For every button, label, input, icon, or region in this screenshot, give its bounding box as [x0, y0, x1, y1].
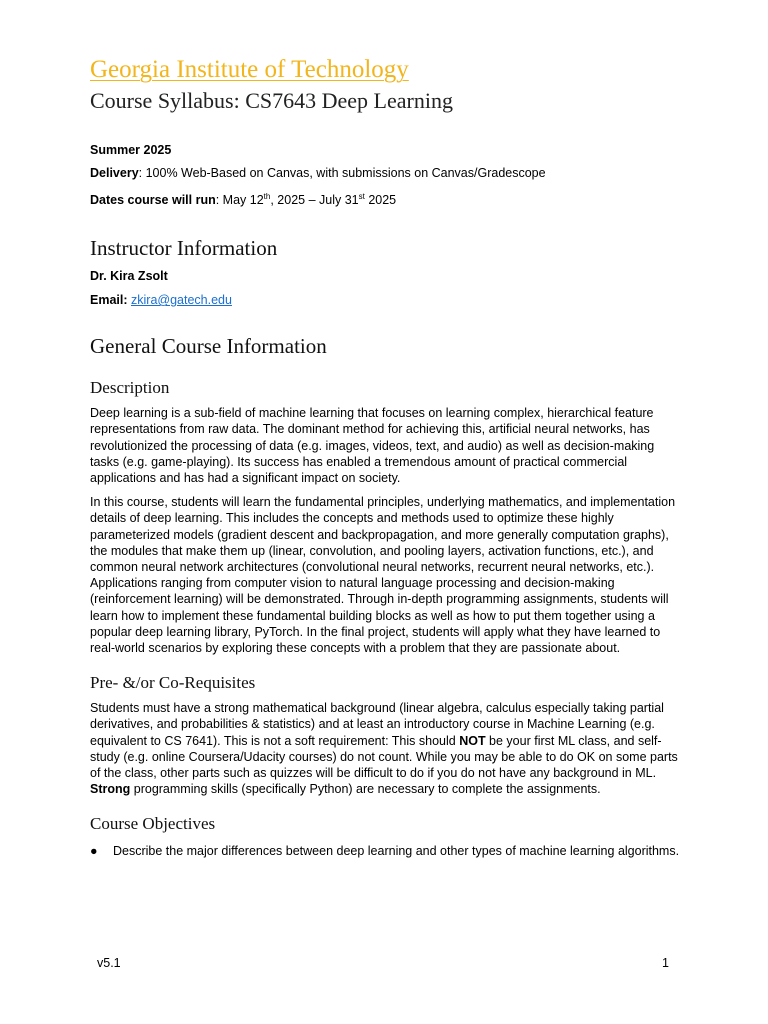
syllabus-page: [90, 55, 680, 860]
prereq-text-2: be your first ML class, and self-study (e.g. online Coursera/Udacity courses) do not count. While you may be able to do OK on some parts of the class, other parts such as quizzes will be difficult to do if you do not have any background in ML.: [90, 733, 678, 781]
delivery-value: : 100% Web-Based on Canvas, with submissions on Canvas/Gradescope: [138, 166, 546, 180]
description-heading: Description: [90, 378, 170, 398]
dates-end-suffix: st: [358, 192, 365, 201]
dates-start-suffix: th: [263, 192, 271, 201]
prereq-text-1: Students must have a strong mathematical background (linear algebra, calculus especially taking partial derivatives, and probabilities & statistics) and at least an introductory course in Machine Learning (e.g. equivalent to CS 7641). This is not a soft requirement: This should: [90, 701, 664, 748]
course-title: Course Syllabus: CS7643 Deep Learning: [90, 88, 453, 113]
list-item: [90, 843, 680, 859]
dates-end: , 2025 – July 31: [270, 193, 359, 208]
bullet-icon: ●: [90, 844, 98, 859]
description-paragraph-2: In this course, students will learn the fundamental principles, underlying mathematics, and implementation details of deep learning. This includes the concepts and methods used to optimize these highly parameterized models (gradient descent and backpropagation, and more generally computation graphs), the modules that make them up (linear, convolution, and pooling layers, activation functions, etc.), and common neural network architectures (convolutional neural networks, recurrent neural networks, etc.). Applications ranging from computer vision to natural language processing and decision-making (reinforcement learning) will be demonstrated. Through in-depth programming assignments, students will learn how to implement these fundamental building blocks as well as how to put them together using a popular deep learning library, PyTorch. In the final project, students will apply what they have learned to real-world scenarios by exploring these concepts with a problem that they are passionate about.: [90, 495, 676, 655]
delivery: [90, 162, 680, 185]
prereq-paragraph: [90, 700, 680, 797]
university-title: Georgia Institute of Technology: [90, 56, 409, 83]
objectives-list: [90, 843, 680, 859]
dates-year: 2025: [364, 193, 397, 208]
general-heading: General Course Information: [90, 334, 327, 359]
prereq-emphasis-not: NOT: [459, 733, 486, 748]
prereq-text-3: programming skills (specifically Python) are necessary to complete the assignments.: [130, 782, 601, 797]
dates-start: : May 12: [215, 193, 264, 208]
course-dates: [90, 185, 680, 212]
prereq-heading: Pre- &/or Co-Requisites: [90, 673, 256, 693]
course-meta: [90, 139, 680, 212]
email-link[interactable]: zkira@gatech.edu: [131, 293, 232, 308]
objective-text: Describe the major differences between deep learning and other types of machine learning algorithms.: [113, 844, 680, 859]
delivery-label: Delivery: [90, 166, 139, 180]
footer-page-number: 1: [662, 956, 669, 970]
footer-version: v5.1: [97, 956, 121, 970]
prereq-emphasis-strong: Strong: [90, 782, 131, 797]
instructor-heading: Instructor Information: [90, 236, 278, 261]
instructor-name: Dr. Kira Zsolt: [90, 269, 168, 284]
instructor-info: [90, 264, 680, 312]
instructor-email: [90, 288, 680, 312]
email-label: Email:: [90, 293, 128, 308]
term: Summer 2025: [90, 143, 172, 157]
description-paragraph-1: Deep learning is a sub-field of machine learning that focuses on learning complex, hierarchical feature representations from raw data. The dominant method for achieving this, artificial neural networks, has revolutionized the processing of data (e.g. images, videos, text, and audio) as well as decision-making tasks (e.g. game-playing). Its success has enabled a tremendous amount of practical commercial applications and has had a significant impact on society.: [90, 406, 655, 485]
objectives-heading: Course Objectives: [90, 814, 216, 834]
dates-label: Dates course will run: [90, 193, 216, 208]
